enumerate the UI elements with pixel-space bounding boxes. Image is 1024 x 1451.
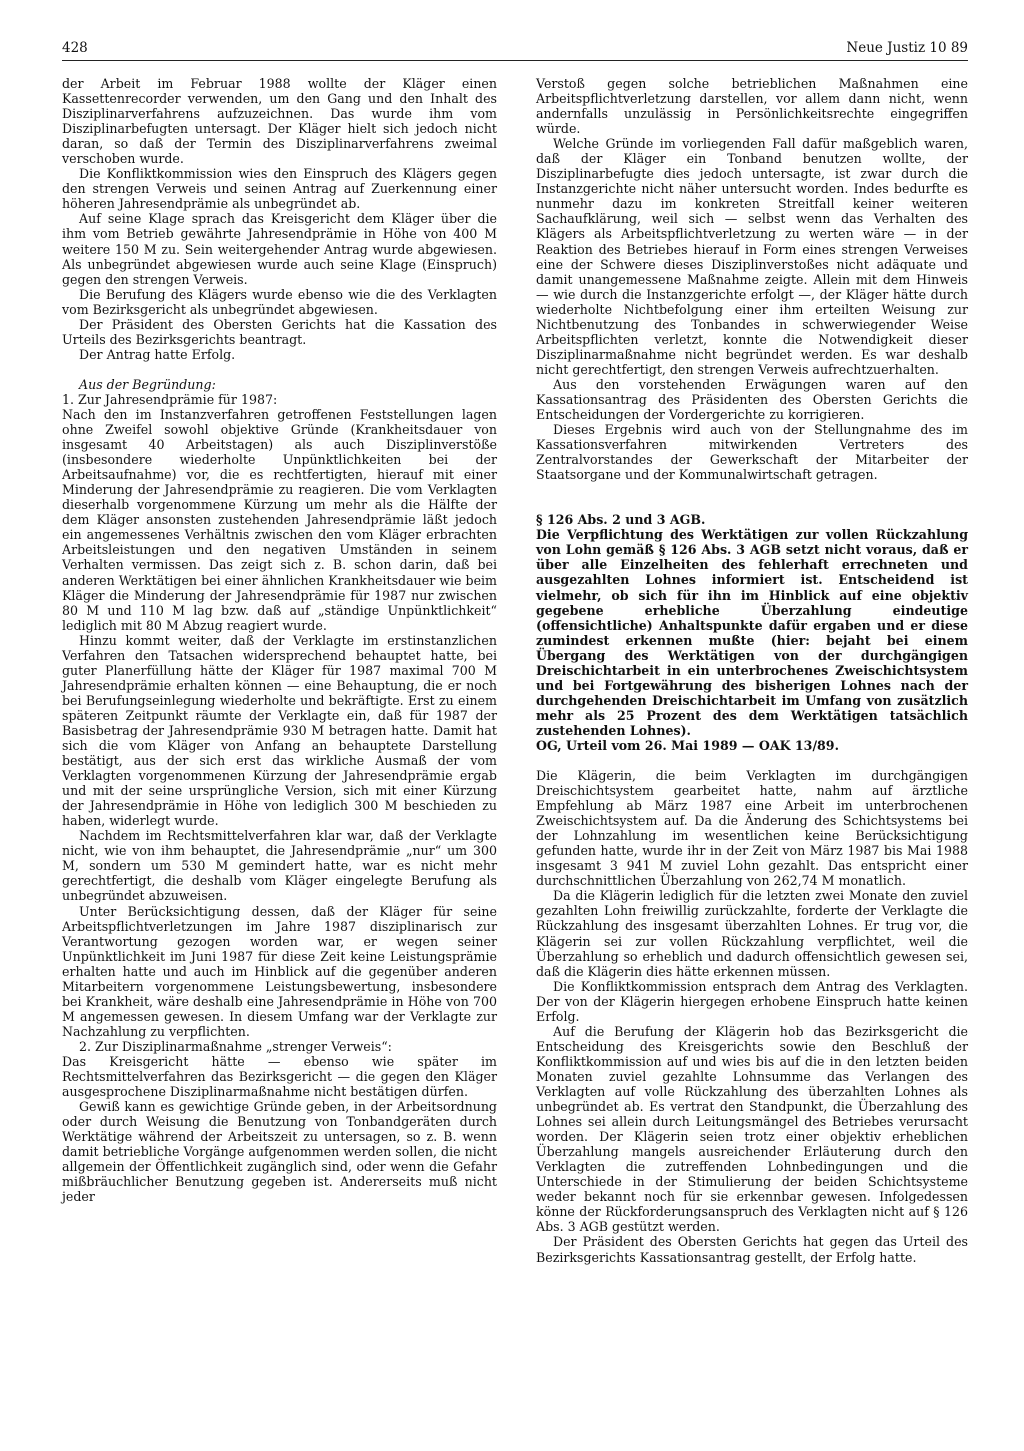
paragraph: Die Konfliktkommission wies den Einspruch des Klägers gegen den strengen Verweis und seinen Antrag auf Zuerkennung einer höheren Jahresendprämie als unbegründet ab. xyxy=(62,166,497,212)
paragraph: Dieses Ergebnis wird auch von der Stellungnahme des im Kassationsverfahren mitwirkenden Vertreters des Zentralvorstandes der Gewerkschaft der Mitarbeiter der Staatsorgane und der Kommunalwirtschaft getragen. xyxy=(536,422,968,483)
section-heading: Aus der Begründung: xyxy=(79,376,216,392)
paragraph: Unter Berücksichtigung dessen, daß der Kläger für seine Arbeitspflichtverletzungen im Jahre 1987 disziplinarisch zur Verantwortung gezogen worden war, er wegen seiner Unpünktlichkeit im Juni 1987 für diese Zeit keine Leistungsprämie erhalten hatte und auch im Hinblick auf die gegenüber anderen Mitarbeitern vorgenommene Leistungsbewertung, insbesondere bei Krankheit, wäre deshalb eine Jahresendprämie in Höhe von 700 M angemessen gewesen. In diesem Umfang war der Verklagte zur Nachzahlung zu verpflichten. xyxy=(62,903,497,1039)
paragraph: Nach den im Instanzverfahren getroffenen Feststellungen lagen ohne Zweifel sowohl objektive Gründe (Krankheitsdauer von insgesamt 40 Arbeitstagen) als auch Disziplinverstöße (insbesondere wiederholte Unpünktlichkeiten bei der Arbeitsaufnahme) vor, die es rechtfertigten, hierauf mit einer Minderung der Jahresendprämie zu reagieren. Die vom Verklagten dieserhalb vorgenommene Kürzung um mehr als die Hälfte der dem Kläger ansonsten zustehenden Jahresendprämie läßt jedoch ein angemessenes Verhältnis zwischen den vom Kläger erbrachten Arbeitsleistungen und den negativen Umständen in seinem Verhalten vermissen. Das zeigt sich z. B. schon darin, daß bei anderen Werktätigen bei einer ähnlichen Krankheitsdauer wie beim Kläger die Minderung der Jahresendprämie für 1987 nur zwischen 80 M und 110 M lag bzw. daß auf „ständige Unpünktlichkeit“ lediglich mit 80 M Abzug reagiert wurde. xyxy=(62,406,497,633)
paragraph: Der Präsident des Obersten Gerichts hat gegen das Urteil des Bezirksgerichts Kassationsantrag gestellt, der Erfolg hatte. xyxy=(536,1234,968,1265)
paragraph: Verstoß gegen solche betrieblichen Maßnahmen eine Arbeitspflichtverletzung darstellen, vor allem dann nicht, wenn andernfalls unzulässig in Persönlichkeitsrechte eingegriffen würde. xyxy=(536,76,968,137)
paragraph: Da die Klägerin lediglich für die letzten zwei Monate den zuviel gezahlten Lohn freiwillig zurückzahlte, forderte der Verklagte die Rückzahlung des insgesamt überzahlten Lohnes. Er trug vor, die Klägerin sei zur vollen Rückzahlung verpflichtet, weil die Überzahlung so erheblich und dadurch offensichtlich gewesen sei, daß die Klägerin dies hätte erkennen müssen. xyxy=(536,888,968,979)
paragraph: Die Berufung des Klägers wurde ebenso wie die des Verklagten vom Bezirksgericht als unbegründet abgewiesen. xyxy=(62,286,497,317)
subsection-heading: 1. Zur Jahresendprämie für 1987: xyxy=(62,391,278,407)
headnote: Die Verpflichtung des Werktätigen zur vollen Rückzahlung von Lohn gemäß § 126 Abs. 3 AGB setzt nicht voraus, daß er über alle Einzelheiten des fehlerhaft errechneten und ausgezahlten Lohnes informiert ist. Entscheidend ist vielmehr, ob sich für ihn im Hinblick auf eine objektiv gegebene erhebliche Überzahlung eindeutige (offensichtliche) Anhaltspunkte dafür ergaben und er diese zumindest erkennen mußte (hier: bejaht bei einem Übergang des Werktätigen von der durchgängigen Dreischichtarbeit in ein unterbrochenes Zweischichtsystem und bei Fortgewährung des bisherigen Lohnes nach der durchgehenden Dreischichtarbeit im Umfang von zusätzlich mehr als 25 Prozent des dem Werktätigen tatsächlich zustehenden Lohnes). xyxy=(536,527,968,738)
paragraph: Der Antrag hatte Erfolg. xyxy=(79,346,236,362)
paragraph: der Arbeit im Februar 1988 wollte der Kläger einen Kassettenrecorder verwenden, um den Gang und den Inhalt des Disziplinarverfahrens aufzuzeichnen. Das wurde ihm vom Disziplinarbefugten untersagt. Der Kläger hielt sich jedoch nicht daran, so daß der Termin des Disziplinarverfahrens zweimal verschoben wurde. xyxy=(62,76,497,167)
law-reference: § 126 Abs. 2 und 3 AGB. xyxy=(536,512,706,528)
paragraph: Auf die Berufung der Klägerin hob das Bezirksgericht die Entscheidung des Kreisgerichts sowie den Beschluß der Konfliktkommission auf und wies bis auf die in den letzten beiden Monaten zuviel gezahlte Lohnsumme das Verlangen des Verklagten auf volle Rückzahlung des überzahlten Lohnes als unbegründet ab. Es vertrat den Standpunkt, die Überzahlung des Lohnes sei allein durch Leitungsmängel des Betriebes verursacht worden. Der Klägerin seien trotz einer objektiv erheblichen Überzahlung mangels ausreichender Erläuterung durch den Verklagten die zutreffenden Lohnbedingungen und die Unterschiede in der Stimulierung der beiden Schichtsysteme weder bekannt noch für sie erkennbar gewesen. Infolgedessen könne der Rückforderungsanspruch des Verklagten nicht auf § 126 Abs. 3 AGB gestützt werden. xyxy=(536,1023,968,1235)
paragraph: Nachdem im Rechtsmittelverfahren klar war, daß der Verklagte nicht, wie von ihm behauptet, die Jahresendprämie „nur“ um 300 M, sondern um 530 M gemindert hatte, war es nicht mehr gerechtfertigt, die deshalb vom Kläger eingelegte Berufung als unbegründet abzuweisen. xyxy=(62,828,497,904)
running-header xyxy=(62,36,968,61)
paragraph: Auf seine Klage sprach das Kreisgericht dem Kläger über die ihm vom Betrieb gewährte Jahresendprämie in Höhe von 400 M weitere 150 M zu. Sein weitergehender Antrag wurde abgewiesen. Als unbegründet abgewiesen wurde auch seine Klage (Einspruch) gegen den strengen Verweis. xyxy=(62,211,497,287)
paragraph: Gewiß kann es gewichtige Gründe geben, in der Arbeitsordnung oder durch Weisung die Benutzung von Tonbandgeräten durch Werktätige während der Arbeitszeit zu untersagen, so z. B. wenn damit betriebliche Vorgänge aufgenommen werden sollen, die nicht allgemein der Öffentlichkeit zugänglich sind, oder wenn die Gefahr mißbräuchlicher Benutzung gegeben ist. Andererseits muß nicht jeder xyxy=(62,1099,497,1205)
paragraph: Die Konfliktkommission entsprach dem Antrag des Verklagten. Der von der Klägerin hiergegen erhobene Einspruch hatte keinen Erfolg. xyxy=(536,978,968,1024)
court-citation: OG, Urteil vom 26. Mai 1989 — OAK 13/89. xyxy=(536,737,839,753)
subsection-heading: 2. Zur Disziplinarmaßnahme „strenger Verweis“: xyxy=(79,1038,392,1054)
left-column xyxy=(62,76,497,1204)
paragraph: Das Kreisgericht hätte — ebenso wie später im Rechtsmittelverfahren das Bezirksgericht — die gegen den Kläger ausgesprochene Disziplinarmaßnahme nicht bestätigen dürfen. xyxy=(62,1054,497,1100)
paragraph: Die Klägerin, die beim Verklagten im durchgängigen Dreischichtsystem gearbeitet hatte, nahm auf ärztliche Empfehlung ab März 1987 eine Arbeit im unterbrochenen Zweischichtsystem auf. Da die Änderung des Schichtsystems bei der Lohnzahlung im wesentlichen keine Berücksichtigung gefunden hatte, wurde ihr in der Zeit von März 1987 bis Mai 1988 insgesamt 3 941 M zuviel Lohn gezahlt. Das entspricht einer durchschnittlichen Überzahlung von 262,74 M monatlich. xyxy=(536,768,968,889)
paragraph: Hinzu kommt weiter, daß der Verklagte im erstinstanzlichen Verfahren den Tatsachen widersprechend behauptet hatte, bei guter Planerfüllung hätte der Kläger für 1987 maximal 700 M Jahresendprämie erhalten können — eine Behauptung, die er noch bei Berufungseinlegung wiederholte und bekräftigte. Erst zu einem späteren Zeitpunkt räumte der Verklagte ein, daß für 1987 der Basisbetrag der Jahresendprämie 930 M betragen hatte. Damit hat sich die vom Kläger von Anfang an behauptete Darstellung bestätigt, aus der sich erst das wirkliche Ausmaß der vom Verklagten vorgenommenen Kürzung der Jahresendprämie ergab und mit der seine ursprüngliche Version, sich mit einer Kürzung der Jahresendprämie in Höhe von lediglich 300 M beschieden zu haben, widerlegt wurde. xyxy=(62,632,497,829)
paragraph: Aus den vorstehenden Erwägungen waren auf den Kassationsantrag des Präsidenten des Obersten Gerichts die Entscheidungen der Vordergerichte zu korrigieren. xyxy=(536,376,968,423)
paragraph: Welche Gründe im vorliegenden Fall dafür maßgeblich waren, daß der Kläger ein Tonband benutzen wollte, der Disziplinarbefugte dies jedoch untersagte, ist zwar durch die Instanzgerichte nicht näher untersucht worden. Indes bedurfte es nunmehr dazu im konkreten Streitfall keiner weiteren Sachaufklärung, weil sich — selbst wenn das Verhalten des Klägers als Arbeitspflichtverletzung zu werten wäre — in der Reaktion des Betriebes hierauf in Form eines strengen Verweises eine der Schwere dieses Disziplinverstoßes nicht adäquate und damit unangemessene Maßnahme zeigte. Allein mit dem Hinweis — wie durch die Instanzgerichte erfolgt —, der Kläger hätte durch wiederholte Nichtbefolgung einer ihm erteilten Weisung zur Nichtbenutzung des Tonbandes in schwerwiegender Weise Arbeitspflichten verletzt, konnte die Notwendigkeit dieser Disziplinarmaßnahme nicht begründet werden. Es war deshalb nicht gerechtfertigt, den strengen Verweis aufrechtzuerhalten. xyxy=(536,136,968,377)
journal-issue: Neue Justiz 10 89 xyxy=(846,40,968,56)
right-column xyxy=(536,76,968,1265)
paragraph: Der Präsident des Obersten Gerichts hat die Kassation des Urteils des Bezirksgerichts beantragt. xyxy=(62,316,497,347)
page-number: 428 xyxy=(62,40,88,56)
